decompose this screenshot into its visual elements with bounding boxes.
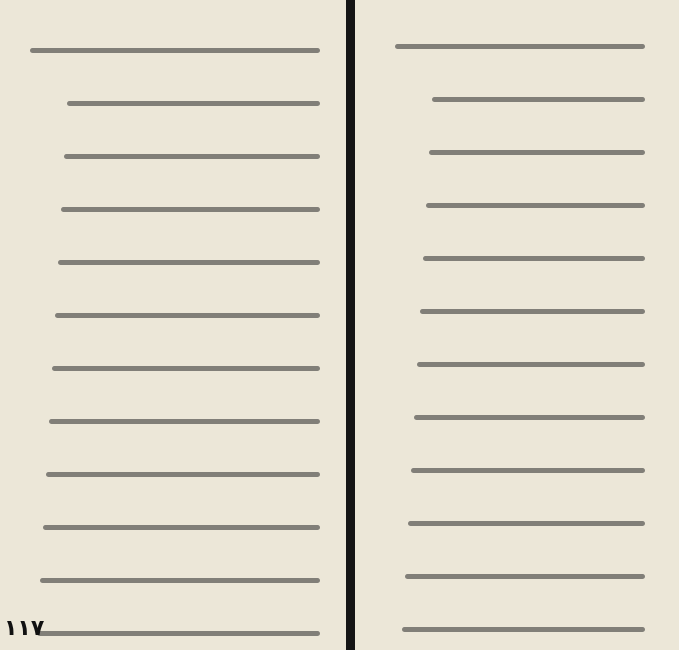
handwritten-line <box>411 468 645 473</box>
handwritten-line <box>52 366 320 371</box>
book-gutter <box>346 0 355 650</box>
handwritten-line <box>61 207 320 212</box>
handwritten-line <box>408 521 645 526</box>
handwritten-line <box>30 48 320 53</box>
handwritten-line <box>429 150 645 155</box>
handwritten-line <box>40 578 320 583</box>
handwritten-line <box>402 627 645 632</box>
handwritten-line <box>37 631 320 636</box>
handwritten-line <box>405 574 645 579</box>
right-page <box>355 0 679 650</box>
handwritten-line <box>426 203 645 208</box>
handwritten-line <box>55 313 320 318</box>
handwritten-line <box>67 101 320 106</box>
handwritten-line <box>49 419 320 424</box>
handwritten-line <box>395 44 645 49</box>
handwritten-line <box>423 256 645 261</box>
handwritten-line <box>417 362 645 367</box>
handwritten-line <box>432 97 645 102</box>
handwritten-line <box>43 525 320 530</box>
page-number: ۱۱۷ <box>4 616 45 641</box>
handwritten-line <box>58 260 320 265</box>
handwritten-line <box>420 309 645 314</box>
handwritten-line <box>46 472 320 477</box>
handwritten-line <box>414 415 645 420</box>
handwritten-line <box>64 154 320 159</box>
